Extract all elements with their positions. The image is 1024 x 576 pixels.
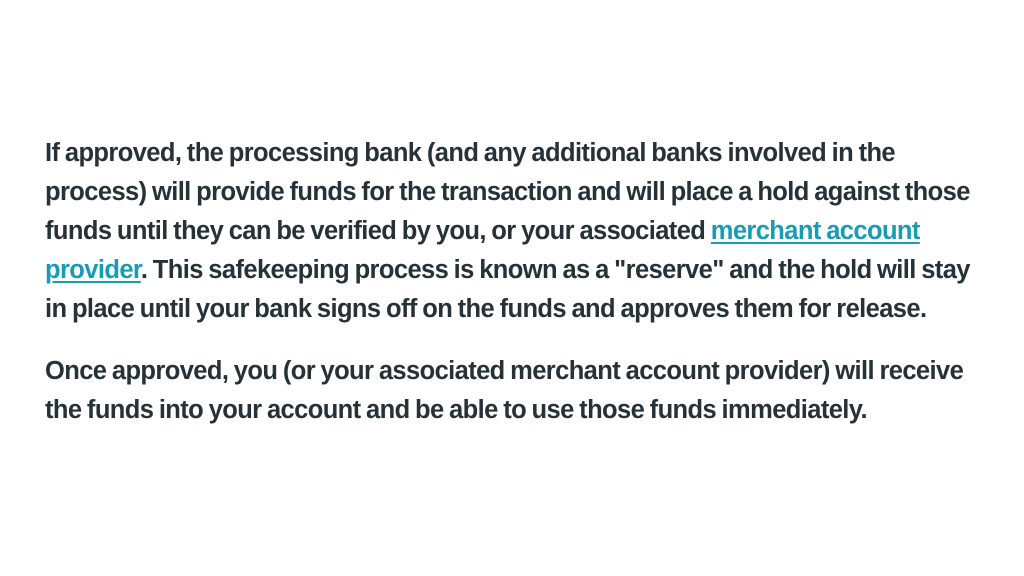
- paragraph-1-text-start: If approved, the processing bank (and any additional banks involved in the process) will provide funds for the transaction and will place a hold against those funds until they can be verified by you, or your associated: [45, 139, 970, 245]
- paragraph-1-text-end: . This safekeeping process is known as a "reserve" and the hold will stay in place until your bank signs off on the funds and approves them for release.: [45, 256, 970, 323]
- merchant-account-provider-link[interactable]: merchant account provider: [45, 217, 920, 284]
- paragraph-reserve-explanation: [45, 134, 984, 329]
- paragraph-funds-release: Once approved, you (or your associated merchant account provider) will receive the funds into your account and be able to use those funds immediately.: [45, 357, 964, 424]
